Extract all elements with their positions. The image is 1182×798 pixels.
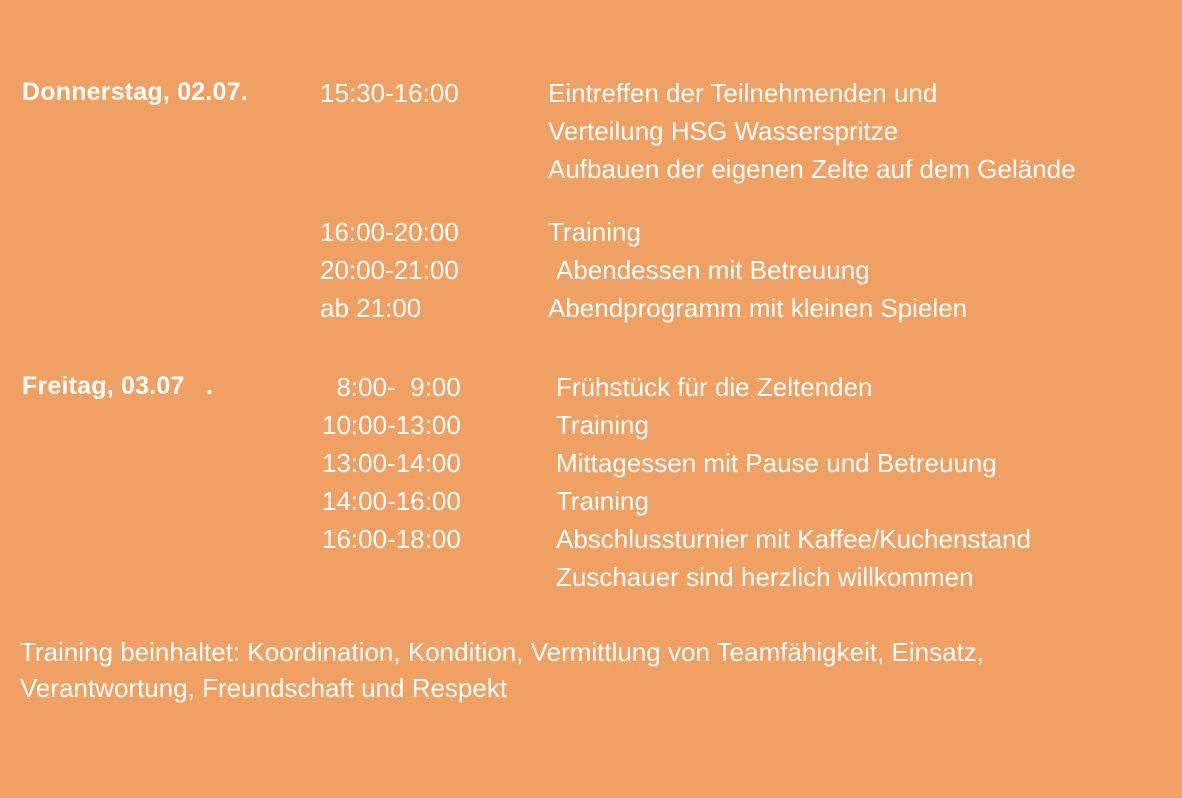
schedule-time: ab 21:00 — [320, 293, 422, 323]
day-label-thursday: Donnerstag, 02.07. — [22, 78, 248, 106]
schedule-row — [0, 372, 1182, 410]
schedule-description: Abendessen mit Betreuung — [556, 255, 870, 285]
schedule-time: 14:00-16:00 — [322, 486, 461, 516]
schedule-row — [0, 293, 1182, 331]
training-note-line-1: Training beinhaltet: Koordination, Kondition, Vermittlung von Teamfähigkeit, Einsatz, — [20, 637, 985, 667]
schedule-rows-thursday — [0, 78, 1182, 331]
schedule-row — [0, 410, 1182, 448]
schedule-description: Training — [556, 410, 649, 440]
schedule-time: 20:00-21:00 — [320, 255, 459, 285]
schedule-row — [0, 78, 1182, 116]
training-note-line-2: Verantwortung, Freundschaft und Respekt — [20, 673, 508, 703]
schedule-row — [0, 154, 1182, 192]
schedule-time: 16:00-18:00 — [322, 524, 461, 554]
schedule-row — [0, 448, 1182, 486]
schedule-description: Abschlussturnier mit Kaffee/Kuchenstand — [556, 524, 1032, 554]
schedule-time: 16:00-20:00 — [320, 217, 459, 247]
schedule-description: Mittagessen mit Pause und Betreuung — [556, 448, 997, 478]
schedule-time: 13:00-14:00 — [322, 448, 461, 478]
row-spacer — [0, 192, 1182, 217]
schedule-time: 15:30-16:00 — [320, 78, 459, 108]
schedule-rows-friday — [0, 372, 1182, 600]
schedule-time: 8:00- 9:00 — [322, 372, 461, 402]
schedule-row — [0, 217, 1182, 255]
schedule-time: 10:00-13:00 — [322, 410, 461, 440]
schedule-row — [0, 116, 1182, 154]
schedule-row — [0, 562, 1182, 600]
schedule-description: Training — [548, 217, 641, 247]
training-note — [20, 634, 1170, 706]
schedule-row — [0, 524, 1182, 562]
schedule-row — [0, 486, 1182, 524]
schedule-description: Eintreffen der Teilnehmenden und — [548, 78, 938, 108]
schedule-description: Abendprogramm mit kleinen Spielen — [548, 293, 968, 323]
schedule-description: Verteilung HSG Wasserspritze — [548, 116, 899, 146]
schedule-description: Frühstück für die Zeltenden — [556, 372, 873, 402]
schedule-description: Aufbauen der eigenen Zelte auf dem Gelände — [548, 154, 1076, 184]
schedule-row — [0, 255, 1182, 293]
schedule-description: Training — [556, 486, 649, 516]
day-label-friday: Freitag, 03.07 . — [22, 372, 214, 400]
schedule-description: Zuschauer sind herzlich willkommen — [556, 562, 974, 592]
